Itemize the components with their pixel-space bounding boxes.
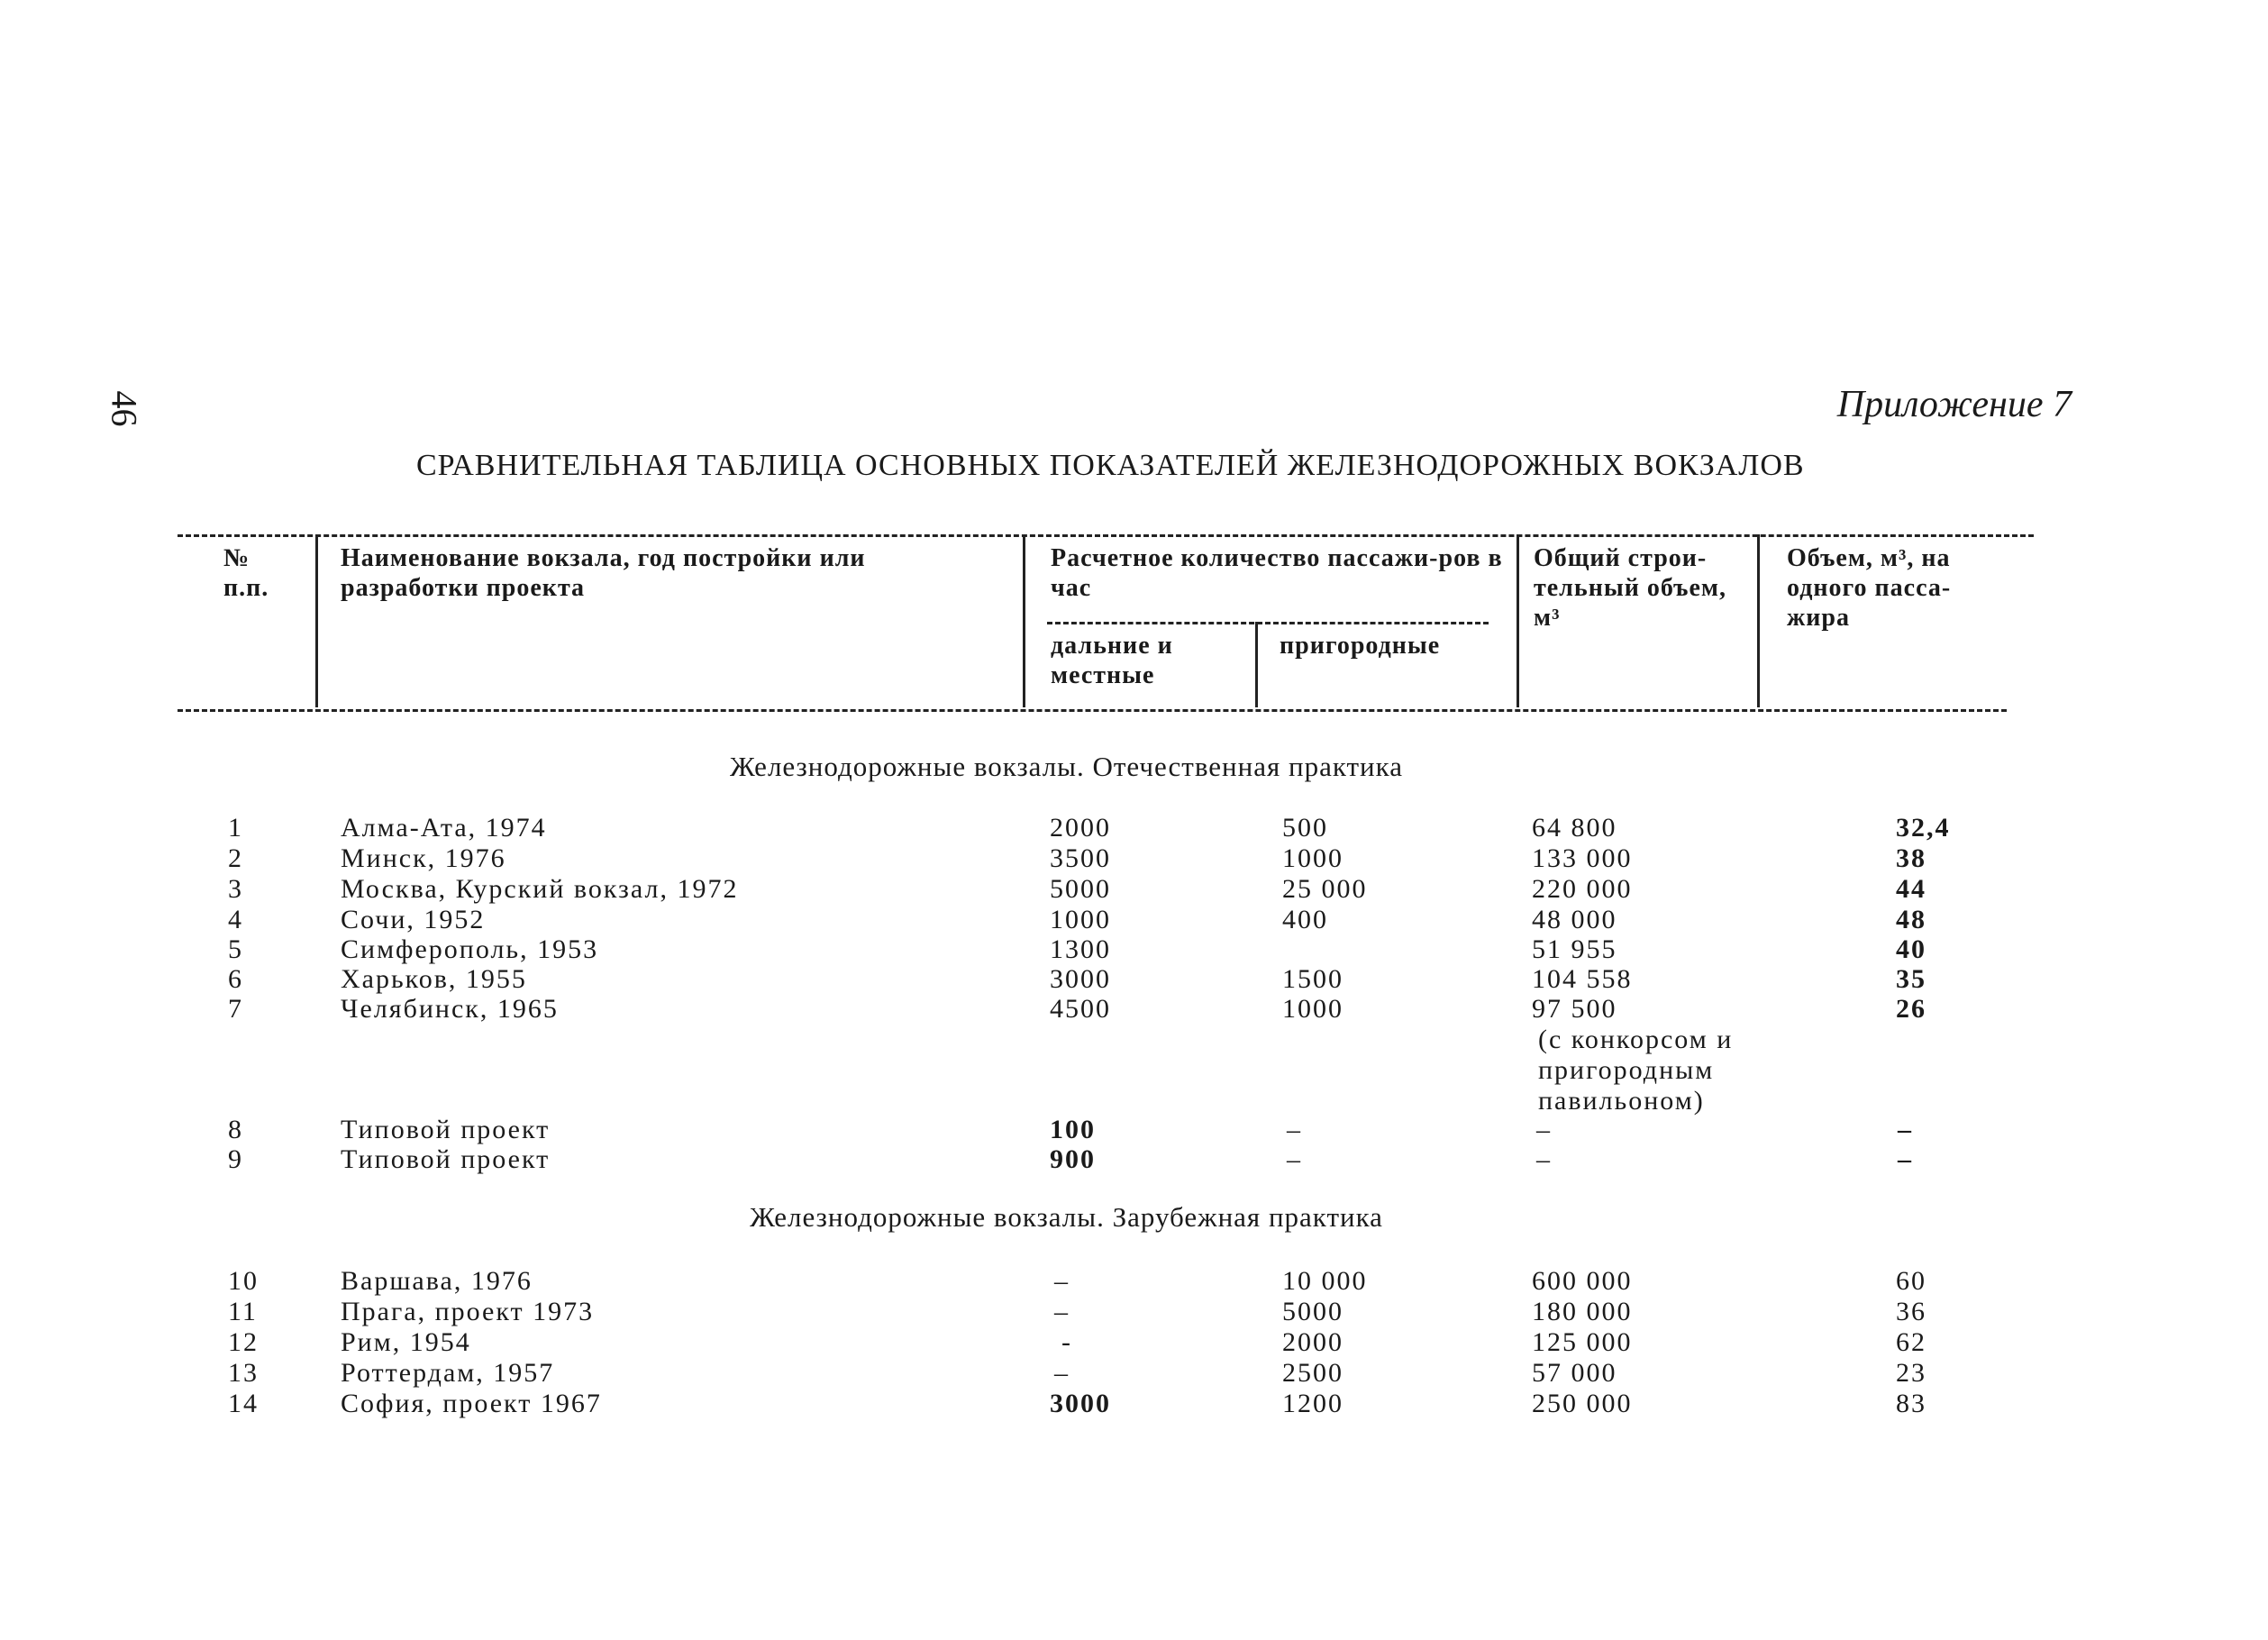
- cell-num: 11: [228, 1297, 258, 1326]
- header-total-volume: Общий строи-тельный объем, м³: [1534, 544, 1726, 632]
- cell-per-passenger: –: [1898, 1115, 1913, 1144]
- header-far: дальние и местные: [1051, 632, 1173, 689]
- cell-far: 3000: [1050, 964, 1111, 994]
- table-row: [0, 1144, 2268, 1175]
- cell-per-passenger: –: [1898, 1144, 1913, 1174]
- cell-name: Симферополь, 1953: [341, 934, 599, 964]
- cell-per-passenger: 36: [1896, 1297, 1926, 1326]
- cell-name: Москва, Курский вокзал, 1972: [341, 874, 739, 904]
- cell-num: 8: [228, 1115, 243, 1144]
- header-per-passenger: Объем, м³, на одного пасса-жира: [1787, 544, 1952, 632]
- cell-num: 7: [228, 994, 243, 1024]
- cell-suburban: –: [1287, 1115, 1302, 1144]
- table-row: [0, 934, 2268, 965]
- cell-suburban: 1200: [1282, 1389, 1343, 1418]
- table-row: [0, 994, 2268, 1025]
- cell-num: 14: [228, 1389, 259, 1418]
- appendix-label: Приложение 7: [1836, 384, 2072, 425]
- cell-suburban: 1000: [1282, 843, 1343, 873]
- header-divider: [1517, 534, 1519, 707]
- cell-suburban: 2500: [1282, 1358, 1343, 1388]
- cell-per-passenger: 62: [1896, 1327, 1926, 1357]
- header-bottom-rule: [178, 709, 2007, 712]
- cell-far: 2000: [1050, 813, 1111, 843]
- cell-name: Челябинск, 1965: [341, 994, 559, 1024]
- cell-suburban: 400: [1282, 905, 1328, 934]
- header-top-rule: [178, 534, 2034, 537]
- header-mid-rule: [1047, 622, 1489, 624]
- table-row: [0, 1266, 2268, 1297]
- cell-per-passenger: 35: [1896, 964, 1926, 994]
- table-row: [0, 1358, 2268, 1389]
- cell-far: 3500: [1050, 843, 1111, 873]
- cell-far: –: [1054, 1297, 1070, 1326]
- page-number: 46: [104, 390, 145, 427]
- cell-far: 1300: [1050, 934, 1111, 964]
- cell-num: 3: [228, 874, 243, 904]
- table-row: [0, 843, 2268, 874]
- cell-suburban: 1000: [1282, 994, 1343, 1024]
- cell-per-passenger: 60: [1896, 1266, 1926, 1296]
- cell-per-passenger: 32,4: [1896, 813, 1951, 843]
- cell-per-passenger: 44: [1896, 874, 1926, 904]
- cell-volume: 125 000: [1532, 1327, 1633, 1357]
- cell-far: 4500: [1050, 994, 1111, 1024]
- cell-volume: –: [1536, 1144, 1552, 1174]
- header-suburban: пригородные: [1280, 632, 1441, 660]
- cell-suburban: 2000: [1282, 1327, 1343, 1357]
- cell-num: 12: [228, 1327, 259, 1357]
- table-row: [0, 1115, 2268, 1145]
- cell-num: 13: [228, 1358, 259, 1388]
- cell-name: Минск, 1976: [341, 843, 506, 873]
- cell-suburban: 5000: [1282, 1297, 1343, 1326]
- table-row: [0, 1389, 2268, 1419]
- cell-volume: 64 800: [1532, 813, 1617, 843]
- section-title-domestic: Железнодорожные вокзалы. Отечественная практика: [729, 751, 1403, 782]
- cell-volume: 48 000: [1532, 905, 1617, 934]
- cell-far: 5000: [1050, 874, 1111, 904]
- cell-suburban: –: [1287, 1144, 1302, 1174]
- table-row: [0, 813, 2268, 843]
- cell-per-passenger: 48: [1896, 905, 1926, 934]
- cell-far: –: [1054, 1358, 1070, 1388]
- cell-name: Типовой проект: [341, 1115, 551, 1144]
- cell-volume: 51 955: [1532, 934, 1617, 964]
- table-row: [0, 1327, 2268, 1358]
- cell-suburban: 500: [1282, 813, 1328, 843]
- header-divider: [1023, 534, 1025, 707]
- cell-per-passenger: 26: [1896, 994, 1926, 1024]
- cell-num: 2: [228, 843, 243, 873]
- cell-volume: 133 000: [1532, 843, 1633, 873]
- cell-per-passenger: 40: [1896, 934, 1926, 964]
- header-divider: [1255, 622, 1258, 707]
- cell-name: София, проект 1967: [341, 1389, 602, 1418]
- cell-volume: 220 000: [1532, 874, 1633, 904]
- cell-per-passenger: 23: [1896, 1358, 1926, 1388]
- table-row: [0, 874, 2268, 905]
- cell-far: 100: [1050, 1115, 1096, 1144]
- cell-num: 5: [228, 934, 243, 964]
- cell-name: Прага, проект 1973: [341, 1297, 595, 1326]
- cell-volume: –: [1536, 1115, 1552, 1144]
- cell-num: 6: [228, 964, 243, 994]
- cell-far: 900: [1050, 1144, 1096, 1174]
- cell-num: 1: [228, 813, 243, 843]
- cell-name: Рим, 1954: [341, 1327, 471, 1357]
- table-title: СРАВНИТЕЛЬНАЯ ТАБЛИЦА ОСНОВНЫХ ПОКАЗАТЕЛЕЙ ЖЕЛЕЗНОДОРОЖНЫХ ВОКЗАЛОВ: [416, 449, 1805, 482]
- cell-volume: 104 558: [1532, 964, 1633, 994]
- cell-name: Варшава, 1976: [341, 1266, 533, 1296]
- cell-volume: 97 500: [1532, 994, 1617, 1024]
- cell-volume: 600 000: [1532, 1266, 1633, 1296]
- cell-num: 10: [228, 1266, 259, 1296]
- cell-name: Харьков, 1955: [341, 964, 527, 994]
- cell-num: 9: [228, 1144, 243, 1174]
- header-divider: [315, 534, 318, 707]
- cell-suburban: 10 000: [1282, 1266, 1368, 1296]
- header-name: Наименование вокзала, год постройки или разработки проекта: [341, 544, 866, 602]
- cell-far: 1000: [1050, 905, 1111, 934]
- cell-per-passenger: 38: [1896, 843, 1926, 873]
- table-row: [0, 905, 2268, 935]
- section-title-foreign: Железнодорожные вокзалы. Зарубежная практика: [750, 1201, 1383, 1233]
- cell-volume: 180 000: [1532, 1297, 1633, 1326]
- table-row: [0, 964, 2268, 995]
- cell-num: 4: [228, 905, 243, 934]
- cell-far: -: [1061, 1327, 1072, 1357]
- header-divider: [1757, 534, 1760, 707]
- row-note: (с конкорсом и пригородным павильоном): [1538, 1025, 1734, 1116]
- cell-volume: 250 000: [1532, 1389, 1633, 1418]
- cell-volume: 57 000: [1532, 1358, 1617, 1388]
- cell-far: 3000: [1050, 1389, 1111, 1418]
- header-num: № п.п.: [223, 544, 269, 602]
- cell-name: Роттердам, 1957: [341, 1358, 555, 1388]
- table-row: [0, 1297, 2268, 1327]
- cell-name: Алма-Ата, 1974: [341, 813, 547, 843]
- cell-far: –: [1054, 1266, 1070, 1296]
- cell-name: Сочи, 1952: [341, 905, 486, 934]
- cell-suburban: 1500: [1282, 964, 1343, 994]
- cell-name: Типовой проект: [341, 1144, 551, 1174]
- cell-per-passenger: 83: [1896, 1389, 1926, 1418]
- header-passengers: Расчетное количество пассажи-ров в час: [1051, 544, 1503, 602]
- cell-suburban: 25 000: [1282, 874, 1368, 904]
